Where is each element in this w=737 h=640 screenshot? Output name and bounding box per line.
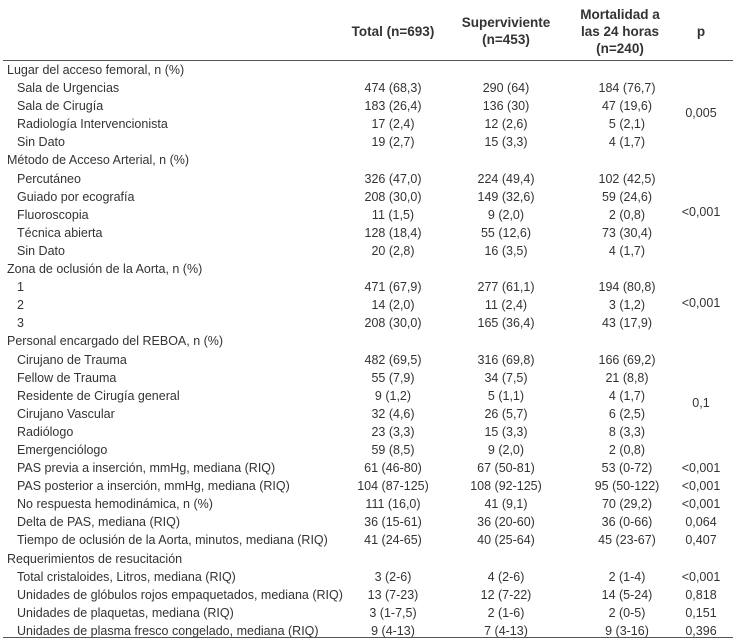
bottom-rule xyxy=(3,637,733,638)
total-cell: 9 (1,2) xyxy=(374,388,412,403)
row-label: PAS previa a inserción, mmHg, mediana (RIQ) xyxy=(17,461,276,476)
row-label: Percutáneo xyxy=(17,171,81,186)
table-row xyxy=(3,351,733,369)
total-cell: 208 (30,0) xyxy=(364,189,422,204)
table-row xyxy=(3,278,733,296)
p-value-cell: <0,001 xyxy=(681,569,721,584)
table-row xyxy=(3,423,733,441)
p-value-arterial-access: <0,001 xyxy=(681,205,721,219)
table-row xyxy=(3,133,733,151)
p-value-cell: <0,001 xyxy=(681,461,721,476)
p-value-cell: 0,064 xyxy=(685,515,717,530)
table-row xyxy=(3,477,733,495)
table-row xyxy=(3,459,733,477)
mortality-cell: 70 (29,2) xyxy=(601,497,653,512)
mortality-cell: 5 (2,1) xyxy=(608,117,646,132)
total-cell: 11 (1,5) xyxy=(371,207,415,222)
mortality-cell: 4 (1,7) xyxy=(608,135,646,150)
table-row xyxy=(3,604,733,622)
total-cell: 17 (2,4) xyxy=(371,117,415,132)
total-cell: 208 (30,0) xyxy=(364,316,422,331)
row-label: PAS posterior a inserción, mmHg, mediana (RIQ) xyxy=(17,479,290,494)
mortality-cell: 14 (5-24) xyxy=(601,587,653,602)
p-value-cell: 0,396 xyxy=(685,623,717,638)
total-cell: 183 (26,4) xyxy=(364,99,422,114)
mortality-cell: 194 (80,8) xyxy=(598,280,656,295)
survivor-cell: 9 (2,0) xyxy=(487,442,525,457)
table-row xyxy=(3,206,733,224)
row-label: Sala de Urgencias xyxy=(17,81,120,96)
row-label: Radiología Intervencionista xyxy=(17,117,168,132)
table-row xyxy=(3,170,733,188)
total-cell: 19 (2,7) xyxy=(371,135,415,150)
total-cell: 474 (68,3) xyxy=(364,81,422,96)
survivor-cell: 136 (30) xyxy=(482,99,530,114)
header-total: Total (n=693) xyxy=(351,23,435,39)
survivor-cell: 149 (32,6) xyxy=(477,189,535,204)
section-header-row xyxy=(3,260,733,278)
mortality-cell: 45 (23-67) xyxy=(598,533,656,548)
table-row xyxy=(3,97,733,115)
total-cell: 3 (1-7,5) xyxy=(369,605,417,620)
total-cell: 471 (67,9) xyxy=(364,280,422,295)
table-row xyxy=(3,369,733,387)
total-cell: 111 (16,0) xyxy=(365,497,421,512)
table-row xyxy=(3,441,733,459)
p-value-femoral-access: 0,005 xyxy=(685,106,717,120)
row-label: Sin Dato xyxy=(17,243,65,258)
row-label: Total cristaloides, Litros, mediana (RIQ) xyxy=(17,569,236,584)
survivor-cell: 11 (2,4) xyxy=(484,298,528,313)
header-p: p xyxy=(696,23,706,39)
row-label: Sin Dato xyxy=(17,135,65,150)
section-header-row xyxy=(3,61,733,79)
total-cell: 55 (7,9) xyxy=(371,370,415,385)
row-label: Radiólogo xyxy=(17,424,74,439)
row-label: Tiempo de oclusión de la Aorta, minutos, mediana (RIQ) xyxy=(17,533,328,548)
row-label: Lugar del acceso femoral, n (%) xyxy=(7,63,185,77)
survivor-cell: 290 (64) xyxy=(482,81,530,96)
row-label: Residente de Cirugía general xyxy=(17,388,180,403)
survivor-cell: 9 (2,0) xyxy=(487,207,525,222)
row-label: Fellow de Trauma xyxy=(17,370,117,385)
total-cell: 41 (24-65) xyxy=(364,533,422,548)
row-label: Emergenciólogo xyxy=(17,442,108,457)
table-header xyxy=(3,2,733,61)
mortality-cell: 2 (0-5) xyxy=(608,605,646,620)
row-label: Unidades de plasma fresco congelado, mediana (RIQ) xyxy=(17,623,319,638)
mortality-cell: 36 (0-66) xyxy=(601,515,653,530)
p-value-cell: 0,151 xyxy=(685,605,717,620)
table-row xyxy=(3,224,733,242)
table-row xyxy=(3,296,733,314)
table-row xyxy=(3,188,733,206)
total-cell: 59 (8,5) xyxy=(371,442,415,457)
data-table xyxy=(3,2,733,640)
header-mortality: Mortalidad a las 24 horas (n=240) xyxy=(580,6,660,56)
mortality-cell: 4 (1,7) xyxy=(608,388,646,403)
section-header-row xyxy=(3,332,733,350)
table-row xyxy=(3,495,733,513)
row-label: Cirujano Vascular xyxy=(17,406,115,421)
mortality-cell: 73 (30,4) xyxy=(601,225,653,240)
row-label: Unidades de glóbulos rojos empaquetados, mediana (RIQ) xyxy=(17,587,343,602)
total-cell: 482 (69,5) xyxy=(364,352,422,367)
survivor-cell: 2 (1-6) xyxy=(487,605,525,620)
survivor-cell: 7 (4-13) xyxy=(484,623,528,638)
total-cell: 326 (47,0) xyxy=(364,171,422,186)
table-row xyxy=(3,405,733,423)
section-header-row xyxy=(3,550,733,568)
total-cell: 104 (87-125) xyxy=(357,479,429,494)
survivor-cell: 12 (2,6) xyxy=(484,117,528,132)
survivor-cell: 67 (50-81) xyxy=(477,461,535,476)
total-cell: 128 (18,4) xyxy=(364,225,422,240)
row-label: 2 xyxy=(17,298,24,313)
row-label: Sala de Cirugía xyxy=(17,99,104,114)
survivor-cell: 277 (61,1) xyxy=(477,280,535,295)
survivor-cell: 5 (1,1) xyxy=(487,388,525,403)
table-row xyxy=(3,568,733,586)
mortality-cell: 2 (0,8) xyxy=(608,207,646,222)
total-cell: 9 (4-13) xyxy=(371,623,415,638)
table-row xyxy=(3,387,733,405)
mortality-cell: 102 (42,5) xyxy=(598,171,656,186)
table-row xyxy=(3,79,733,97)
p-value-cell: <0,001 xyxy=(681,497,721,512)
row-label: No respuesta hemodinámica, n (%) xyxy=(17,497,213,512)
survivor-cell: 55 (12,6) xyxy=(480,225,532,240)
survivor-cell: 34 (7,5) xyxy=(484,370,528,385)
row-label: Unidades de plaquetas, mediana (RIQ) xyxy=(17,605,234,620)
mortality-cell: 6 (2,5) xyxy=(608,406,646,421)
survivor-cell: 12 (7-22) xyxy=(480,587,532,602)
mortality-cell: 53 (0-72) xyxy=(601,461,653,476)
survivor-cell: 40 (25-64) xyxy=(477,533,535,548)
survivor-cell: 4 (2-6) xyxy=(487,569,525,584)
mortality-cell: 21 (8,8) xyxy=(605,370,649,385)
mortality-cell: 3 (1,2) xyxy=(608,298,646,313)
row-label: Fluoroscopia xyxy=(17,207,89,222)
table-body xyxy=(3,61,733,640)
mortality-cell: 59 (24,6) xyxy=(601,189,653,204)
row-label: 3 xyxy=(17,316,24,331)
mortality-cell: 9 (3-16) xyxy=(605,623,649,638)
p-value-reboa-personnel: 0,1 xyxy=(692,396,710,410)
p-value-cell: <0,001 xyxy=(681,479,721,494)
row-label: Cirujano de Trauma xyxy=(17,352,127,367)
survivor-cell: 224 (49,4) xyxy=(477,171,535,186)
total-cell: 23 (3,3) xyxy=(371,424,415,439)
survivor-cell: 108 (92-125) xyxy=(470,479,542,494)
total-cell: 13 (7-23) xyxy=(367,587,419,602)
row-label: Técnica abierta xyxy=(17,225,103,240)
mortality-cell: 47 (19,6) xyxy=(601,99,653,114)
row-label: Delta de PAS, mediana (RIQ) xyxy=(17,515,181,530)
table-row xyxy=(3,531,733,549)
total-cell: 14 (2,0) xyxy=(371,298,415,313)
mortality-cell: 43 (17,9) xyxy=(601,316,653,331)
mortality-cell: 4 (1,7) xyxy=(608,243,646,258)
survivor-cell: 16 (3,5) xyxy=(484,243,528,258)
survivor-cell: 165 (36,4) xyxy=(477,316,535,331)
p-value-occlusion-zone: <0,001 xyxy=(681,296,721,310)
survivor-cell: 41 (9,1) xyxy=(484,497,528,512)
table-row xyxy=(3,513,733,531)
survivor-cell: 15 (3,3) xyxy=(484,135,528,150)
survivor-cell: 15 (3,3) xyxy=(484,424,528,439)
survivor-cell: 316 (69,8) xyxy=(477,352,535,367)
mortality-cell: 2 (1-4) xyxy=(608,569,646,584)
row-label: Requerimientos de resucitación xyxy=(7,551,183,566)
header-survivor: Superviviente (n=453) xyxy=(461,15,551,47)
mortality-cell: 166 (69,2) xyxy=(598,352,656,367)
section-header-row xyxy=(3,151,733,169)
survivor-cell: 26 (5,7) xyxy=(484,406,528,421)
mortality-cell: 95 (50-122) xyxy=(594,479,660,494)
mortality-cell: 184 (76,7) xyxy=(598,81,656,96)
total-cell: 61 (46-80) xyxy=(364,461,422,476)
table-row xyxy=(3,115,733,133)
p-value-cell: 0,407 xyxy=(685,533,717,548)
table-row xyxy=(3,586,733,604)
total-cell: 20 (2,8) xyxy=(371,243,415,258)
total-cell: 32 (4,6) xyxy=(371,406,415,421)
total-cell: 3 (2-6) xyxy=(374,569,412,584)
total-cell: 36 (15-61) xyxy=(364,515,422,530)
row-label: 1 xyxy=(17,280,24,295)
row-label: Método de Acceso Arterial, n (%) xyxy=(7,153,190,168)
table-row xyxy=(3,242,733,260)
row-label: Personal encargado del REBOA, n (%) xyxy=(7,334,224,349)
mortality-cell: 2 (0,8) xyxy=(608,442,646,457)
p-value-cell: 0,818 xyxy=(685,587,717,602)
survivor-cell: 36 (20-60) xyxy=(477,515,535,530)
row-label: Zona de oclusión de la Aorta, n (%) xyxy=(7,262,203,277)
table-row xyxy=(3,314,733,332)
row-label: Guiado por ecografía xyxy=(17,189,135,204)
mortality-cell: 8 (3,3) xyxy=(608,424,646,439)
